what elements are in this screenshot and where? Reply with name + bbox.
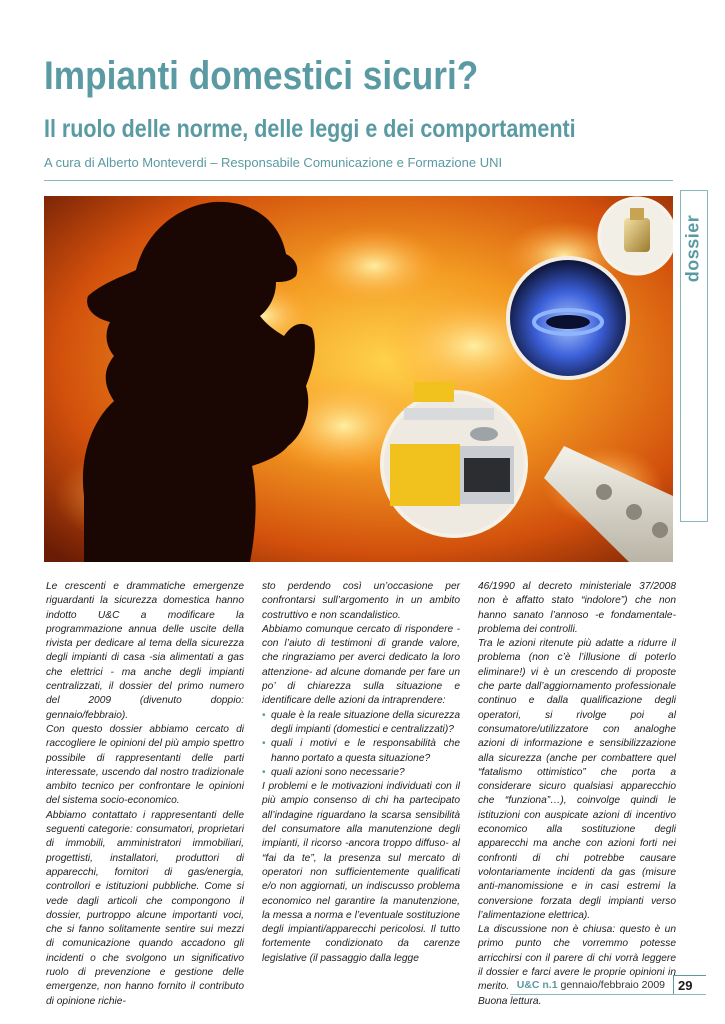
list-item: • quali i motivi e le responsabilità che hanno portato a questa situazione? bbox=[262, 737, 460, 766]
paragraph: Le crescenti e drammatiche emergenze riguardanti la sicurezza domestica hanno indotto U&C a modificare la programmazione annua delle uscite della rivista per dedicare al tema della sicurezza degli impianti di casa -sia alimentati a gas che elettrici - ma anche degli impianti centralizzati, il dossier del primo numero del 2009 (divenuto doppio: gennaio/febbraio). bbox=[46, 581, 244, 721]
section-tab bbox=[680, 198, 706, 298]
section-tab-label: dossier bbox=[682, 214, 703, 282]
header-divider bbox=[44, 180, 673, 181]
list-item: • quale è la reale situazione della sicurezza degli impianti (domestici e centralizzati)? bbox=[262, 709, 460, 738]
column-1 bbox=[46, 580, 244, 1007]
footer-divider bbox=[510, 994, 706, 995]
page-number: 29 bbox=[673, 975, 706, 995]
gas-burner-porthole bbox=[508, 258, 628, 378]
hero-image bbox=[44, 196, 673, 562]
list-item: • quali azioni sono necessarie? bbox=[262, 766, 460, 780]
paragraph: Abbiamo comunque cercato di rispondere -con l’aiuto di testimoni di grande valore, che ringraziamo per averci dedicato la loro attenzione- ad alcune domande per fare un po’ di chiarezza sulla situazione e identificare delle azioni da intraprendere: bbox=[262, 623, 460, 707]
paragraph: Con questo dossier abbiamo cercato di raccogliere le opinioni del più ampio spettro possibile di rappresentanti delle parti interessate, uscendo dal nostro tradizionale ambito tecnico per confrontare le opinioni del sistema socio-economico. bbox=[46, 723, 244, 807]
paragraph: Buona lettura. bbox=[478, 995, 542, 1007]
paragraph: Abbiamo contattato i rappresentanti delle seguenti categorie: consumatori, proprietari di immobili, amministratori immobiliari, progettisti, installatori, produttori di apparecchi, fornitori di gas/energia, controllori e istituzioni pubbliche. Come si vede dagli articoli che compongono il dossier, purtroppo alcune importanti voci, che si fanno solitamente sentire sui mezzi di comunicazione quando accadono gli incidenti o che svolgono un significativo ruolo di prevenzione e gestione delle emergenze, non hanno fornito il contributo di opinione richie- bbox=[46, 809, 244, 1007]
gas-valve-porthole bbox=[599, 198, 673, 274]
page-footer bbox=[510, 976, 706, 994]
magazine-name: U&C n.1 bbox=[516, 979, 558, 991]
issue-date: gennaio/febbraio 2009 bbox=[560, 979, 665, 991]
paragraph: 46/1990 al decreto ministeriale 37/2008 non è affatto stato “indolore”) che non hanno sanato l’annoso -e fondamentale- problema dei controlli. bbox=[478, 581, 676, 635]
paragraph: sto perdendo così un’occasione per confrontarsi sull’argomento in un ambito costruttivo e non scandalistico. bbox=[262, 581, 460, 621]
hero-illustration bbox=[44, 196, 673, 562]
paragraph: I problemi e le motivazioni individuati con il più ampio consenso di chi ha partecipato all’indagine riguardano la scarsa sensibilità del consumatore alla manutenzione degli impianti, il ricorso -ancora troppo diffuso- al “fai da te”, la presenza sul mercato di operatori non sufficientemente qualificati e/o non aggiornati, un indiscusso problema economico nel garantire la manutenzione, la messa a norma e l’eventuale sostituzione degli impianti/apparecchi pericolosi. Il tutto fortemente condizionato da carenze legislative (il passaggio dalla legge bbox=[262, 781, 460, 964]
author-credit: A cura di Alberto Monteverdi – Responsabile Comunicazione e Formazione UNI bbox=[44, 155, 503, 170]
question-list bbox=[262, 709, 460, 780]
paragraph: Tra le azioni ritenute più adatte a ridurre il problema (non c’è l’illusione di poterlo eliminare!) vi è un crescendo di proposte che parte dall’aggiornamento professionale continuo e dalla qualificazione degli operatori, si rivolge poi al consumatore/utilizzatore con analoghe azioni di informazione e sensibilizzazione alla sicurezza (anche per combattere quel “fatalismo ottimistico” che porta a considerare sicuro qualsiasi apparecchio che “funziona”…), coinvolge quindi le istituzioni con auspicate azioni di incentivo economico alla sostituzione degli apparecchi ma anche con azioni forti nei confronti di chi potrebbe causare volontariamente incidenti da gas (misure anti-manomissione e in casi estremi la conversione forzata degli impianti verso l’alimentazione elettrica). bbox=[478, 638, 676, 921]
column-2 bbox=[262, 580, 460, 970]
footer-text bbox=[517, 979, 665, 991]
paragraph: La discussione non è chiusa: questo è un primo punto che vorremmo potesse arricchirsi con il parere di chi vorrà leggere il dossier e farci avere le proprie opinioni in merito. bbox=[478, 924, 676, 993]
page-subtitle: Il ruolo delle norme, delle leggi e dei comportamenti bbox=[44, 115, 576, 143]
page-title: Impianti domestici sicuri? bbox=[44, 54, 479, 98]
